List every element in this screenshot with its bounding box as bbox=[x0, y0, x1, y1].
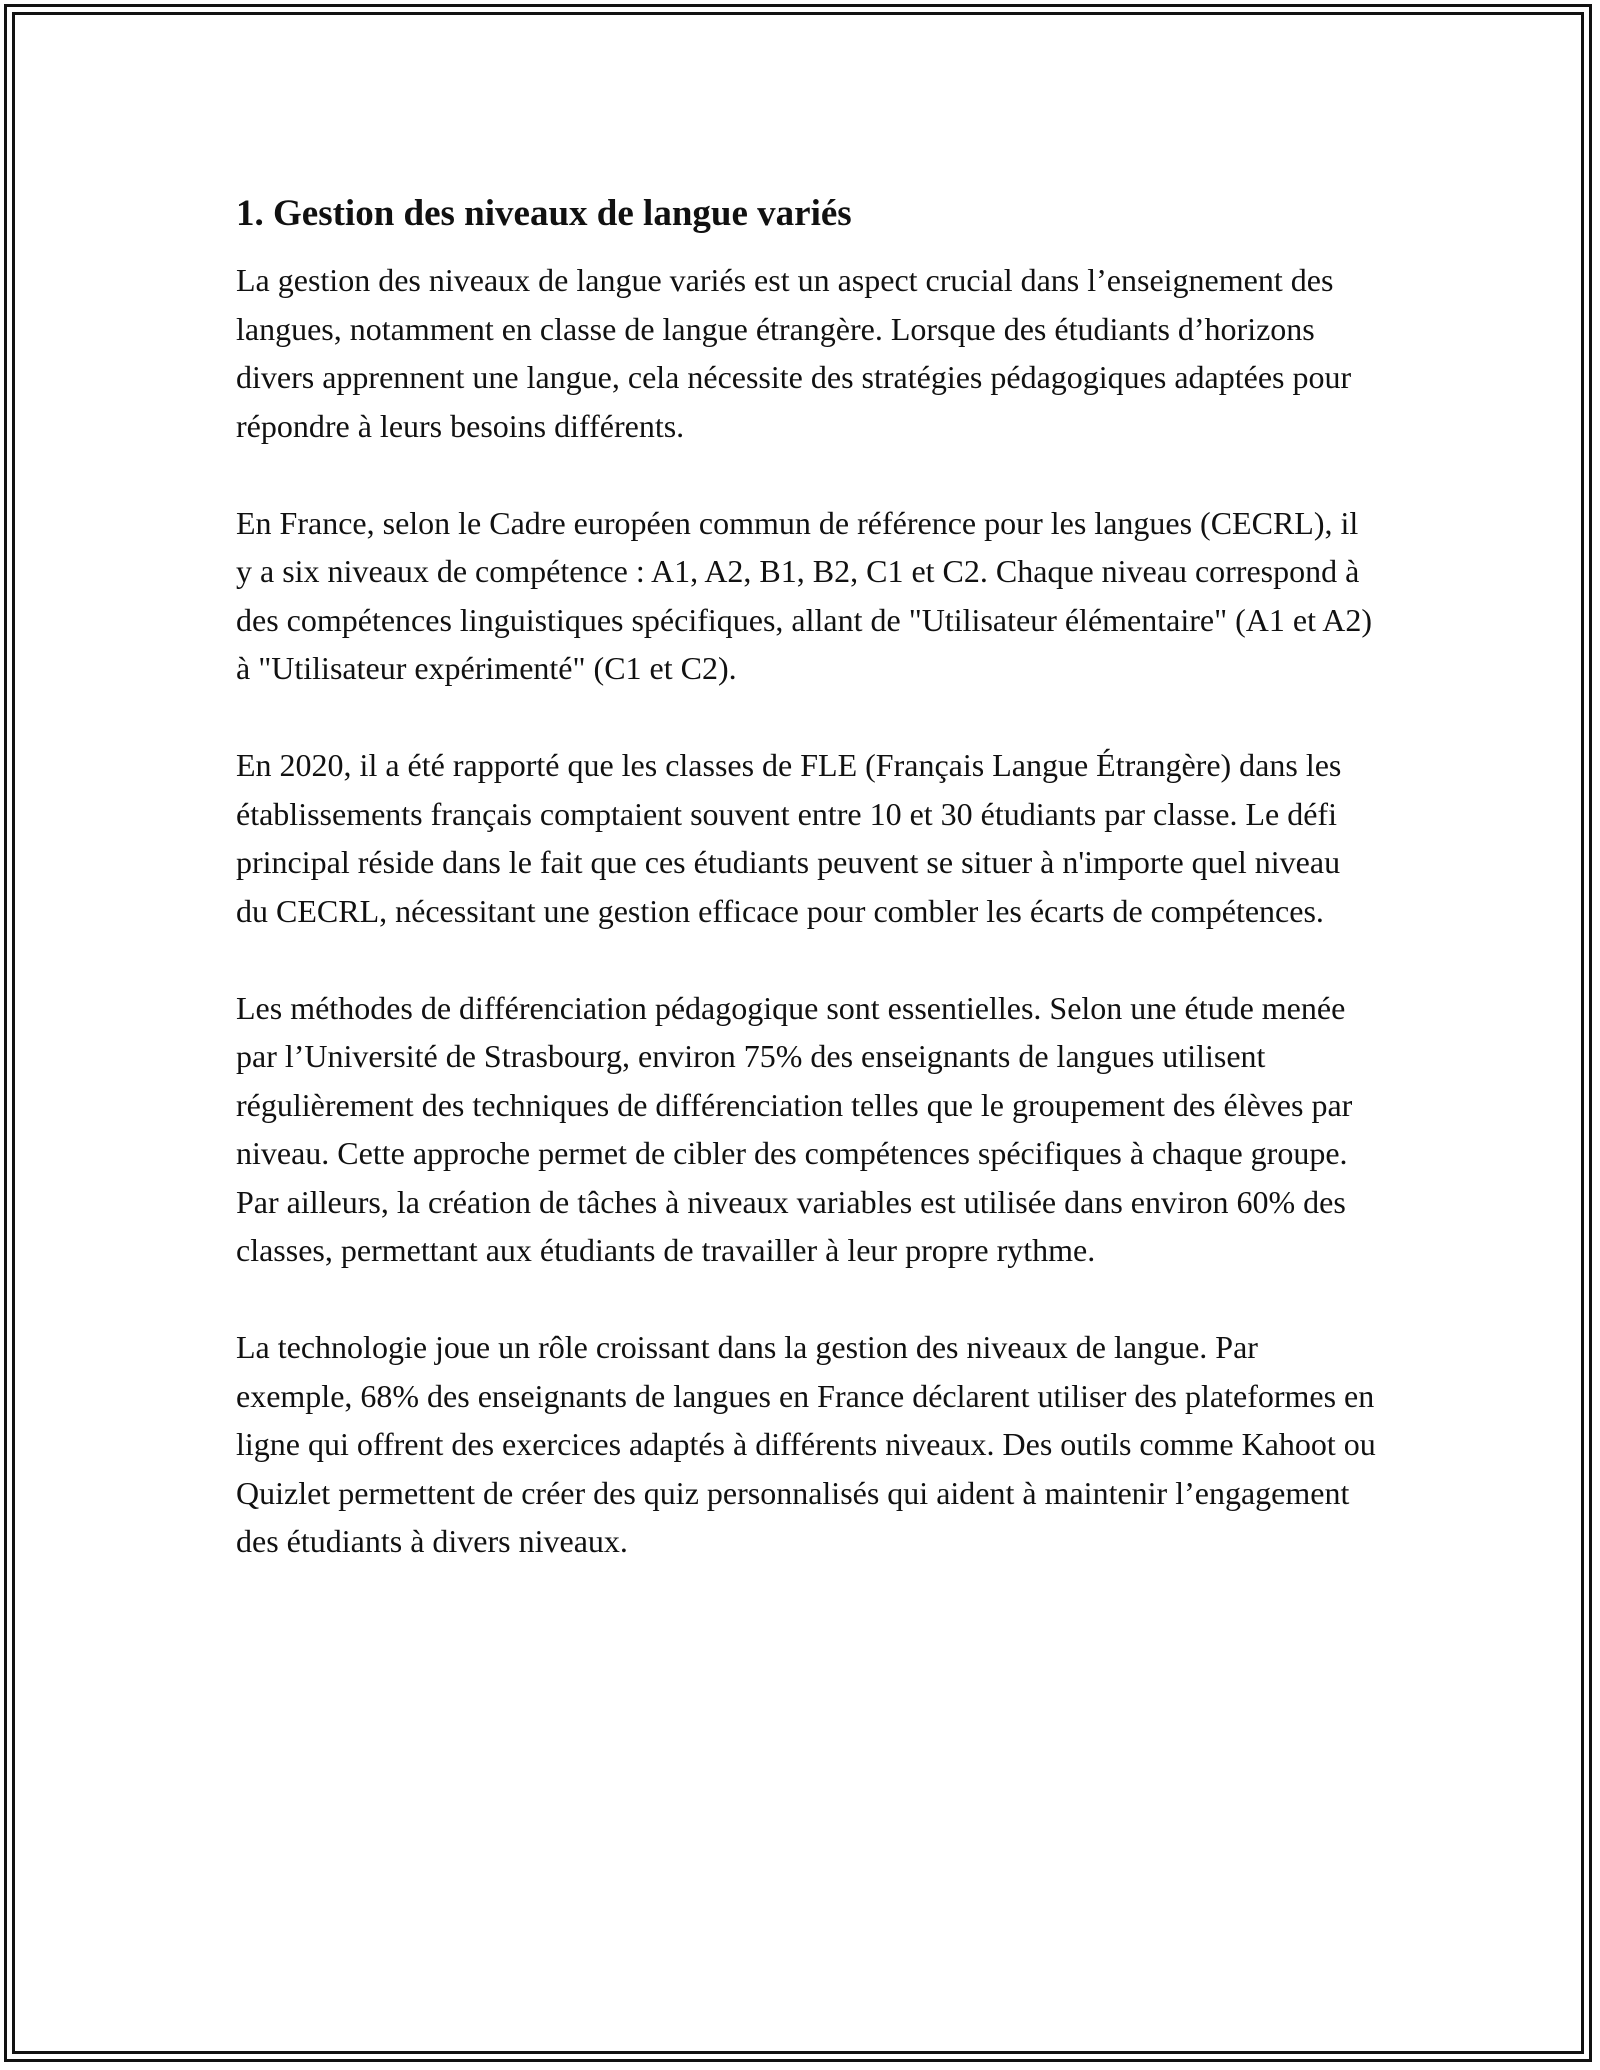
paragraph-differentiation: Les méthodes de différenciation pédagogique sont essentielles. Selon une étude menée par l’Université de Strasbourg, environ 75% des enseignants de langues utilisent régulièrement des techniques de différenciation telles que le groupement des élèves par niveau. Cette approche permet de cibler des compétences spécifiques à chaque groupe. Par ailleurs, la création de tâches à niveaux variables est utilisée dans environ 60% des classes, permettant aux étudiants de travailler à leur propre rythme. bbox=[236, 989, 1353, 1268]
paragraph-technology: La technologie joue un rôle croissant dans la gestion des niveaux de langue. Par exemple, 68% des enseignants de langues en France déclarent utiliser des plateformes en ligne qui offrent des exercices adaptés à différents niveaux. Des outils comme Kahoot ou Quizlet permettent de créer des quiz personnalisés qui aident à maintenir l’engagement des étudiants à divers niveaux. bbox=[236, 1329, 1376, 1559]
section-heading: 1. Gestion des niveaux de langue variés bbox=[236, 193, 852, 234]
paragraph-cecrl-intro: La gestion des niveaux de langue variés est un aspect crucial dans l’enseignement des langues, notamment en classe de langue étrangère. Lorsque des étudiants d’horizons divers apprennent une langue, cela nécessite des stratégies pédagogiques adaptées pour répondre à leurs besoins différents. bbox=[236, 262, 1352, 444]
paragraph-cecrl-levels: En France, selon le Cadre européen commun de référence pour les langues (CECRL), il y a six niveaux de compétence : A1, A2, B1, B2, C1 et C2. Chaque niveau correspond à des compétences linguistiques spécifiques, allant de "Utilisateur élémentaire" (A1 et A2) à "Utilisateur expérimenté" (C1 et C2). bbox=[236, 504, 1372, 686]
paragraph-fle-classes: En 2020, il a été rapporté que les classes de FLE (Français Langue Étrangère) dans les établissements français comptaient souvent entre 10 et 30 étudiants par classe. Le défi principal réside dans le fait que ces étudiants peuvent se situer à n'importe quel niveau du CECRL, nécessitant une gestion efficace pour combler les écarts de compétences. bbox=[236, 747, 1342, 929]
document-body bbox=[236, 186, 1376, 1614]
